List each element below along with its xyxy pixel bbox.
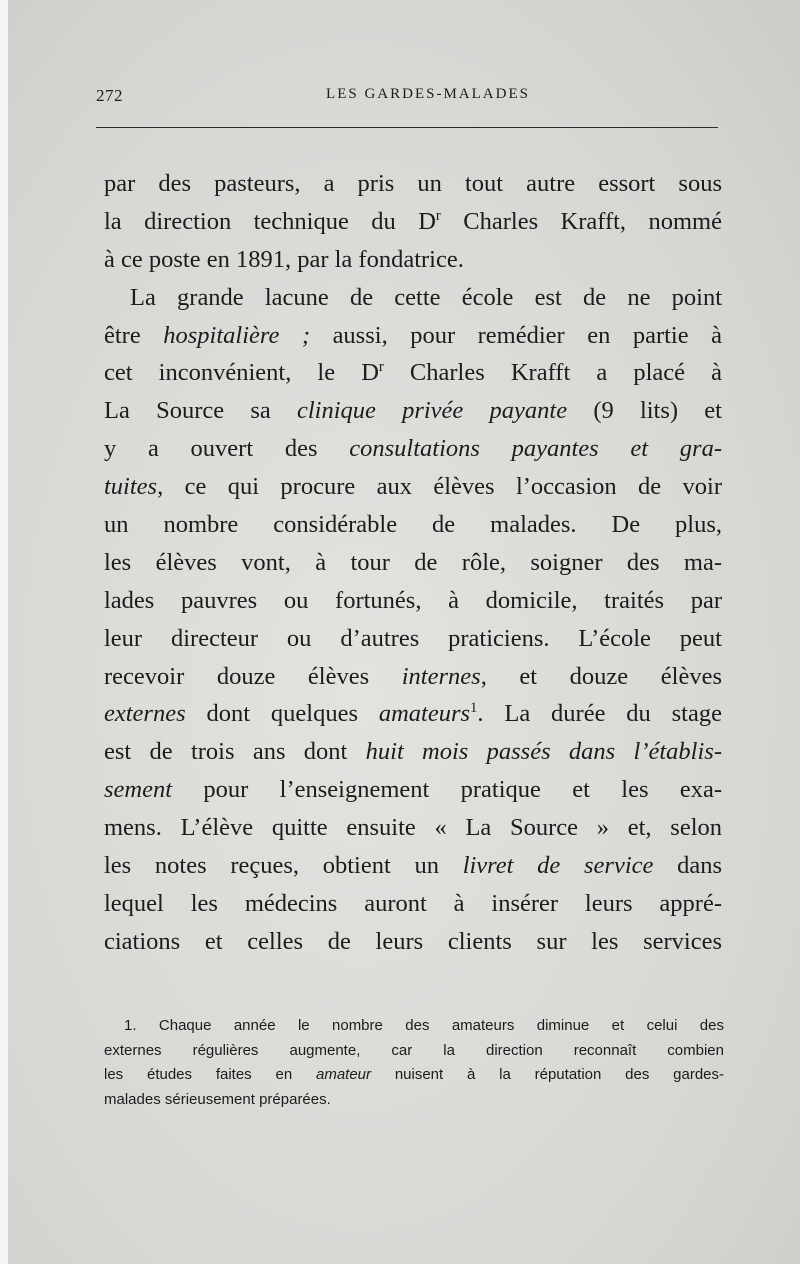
italic-text: huit mois passés dans l’établis-	[365, 738, 722, 766]
text-segment: externes régulières augmente, car la direction reconnaît combien	[104, 1041, 724, 1059]
italic-text: consultations payantes et gra-	[349, 435, 722, 463]
footnote-line	[104, 1063, 724, 1088]
text-segment: mens. L’élève quitte ensuite « La Source » et, selon	[104, 814, 722, 842]
body-line	[104, 544, 722, 582]
body-line	[104, 241, 722, 279]
page-number: 272	[96, 86, 123, 105]
text-segment: aussi, pour remédier en partie à	[310, 321, 722, 349]
footnote	[104, 1014, 724, 1112]
body-line	[104, 658, 722, 696]
text-segment: dont quelques	[185, 700, 379, 728]
text-segment: Charles Krafft a placé à	[383, 359, 722, 387]
body-line	[104, 809, 722, 847]
text-segment: à ce poste en 1891, par la fondatrice.	[104, 245, 464, 273]
italic-text: sement	[104, 776, 173, 804]
italic-text: amateurs	[378, 700, 471, 728]
text-segment: les études faites en	[104, 1066, 316, 1083]
body-line	[104, 885, 722, 923]
text-segment: . La durée du stage	[477, 700, 722, 728]
text-segment: La Source sa	[104, 397, 297, 425]
text-segment: la direction technique du D	[104, 207, 436, 235]
body-line	[104, 203, 722, 241]
body-line	[104, 582, 722, 620]
text-segment: cet inconvénient, le D	[104, 359, 379, 387]
italic-text: livret de service	[462, 852, 654, 880]
text-segment: malades sérieusement préparées.	[104, 1090, 331, 1108]
text-segment: par des pasteurs, a pris un tout autre essort sous	[104, 170, 722, 197]
text-segment: un nombre considérable de malades. De plus,	[104, 511, 722, 539]
text-segment: , ce qui procure aux élèves l’occasion de voir	[157, 473, 722, 501]
text-segment: 1. Chaque année le nombre des amateurs diminue et celui des	[124, 1017, 724, 1034]
footnote-line	[104, 1039, 724, 1064]
text-segment: y a ouvert des	[104, 435, 350, 463]
body-line	[104, 279, 722, 317]
body-line	[104, 771, 722, 809]
text-segment: nuisent à la réputation des gardes-	[371, 1066, 724, 1083]
body-line	[104, 468, 722, 506]
italic-text: externes	[104, 700, 186, 728]
footnote-line	[104, 1014, 724, 1039]
text-segment: Charles Krafft, nommé	[440, 207, 722, 235]
body-line	[104, 695, 722, 733]
body-line	[104, 847, 722, 885]
superscript: r	[435, 207, 441, 224]
text-segment: est de trois ans dont	[104, 738, 366, 766]
footnote-line	[104, 1088, 724, 1113]
body-line	[104, 165, 722, 203]
body-line	[104, 923, 722, 961]
text-segment: leur directeur ou d’autres praticiens. L’école peut	[104, 624, 722, 652]
body-line	[104, 430, 722, 468]
text-segment: , et douze élèves	[480, 662, 722, 690]
running-title: LES GARDES-MALADES	[326, 86, 530, 102]
superscript: r	[378, 359, 384, 376]
text-segment: lequel les médecins auront à insérer leurs appré-	[104, 889, 722, 917]
text-segment: les élèves vont, à tour de rôle, soigner des ma-	[104, 548, 722, 576]
text-segment: (9 lits) et	[567, 397, 722, 425]
body-text	[104, 165, 722, 961]
superscript: 1	[470, 700, 478, 717]
text-segment: La grande lacune de cette école est de ne point	[130, 283, 722, 311]
body-line	[104, 392, 722, 430]
body-line	[104, 733, 722, 771]
body-line	[104, 506, 722, 544]
body-line	[104, 354, 722, 392]
page-header	[96, 86, 720, 110]
text-segment: être	[104, 321, 164, 349]
text-segment: dans	[653, 852, 722, 880]
text-segment: ciations et celles de leurs clients sur les services	[104, 927, 722, 955]
italic-text: clinique privée payante	[296, 397, 568, 425]
italic-text: hospitalière ;	[163, 321, 311, 349]
text-segment: lades pauvres ou fortunés, à domicile, traités par	[104, 586, 722, 614]
italic-text: amateur	[315, 1066, 372, 1083]
text-segment: les notes reçues, obtient un	[104, 852, 463, 880]
page-edge	[0, 0, 8, 1264]
italic-text: internes	[401, 662, 481, 690]
text-segment: pour l’enseignement pratique et les exa-	[172, 776, 722, 804]
italic-text: tuites	[104, 473, 158, 501]
body-line	[104, 620, 722, 658]
body-line	[104, 317, 722, 355]
text-segment: recevoir douze élèves	[104, 662, 402, 690]
header-rule	[96, 127, 718, 128]
